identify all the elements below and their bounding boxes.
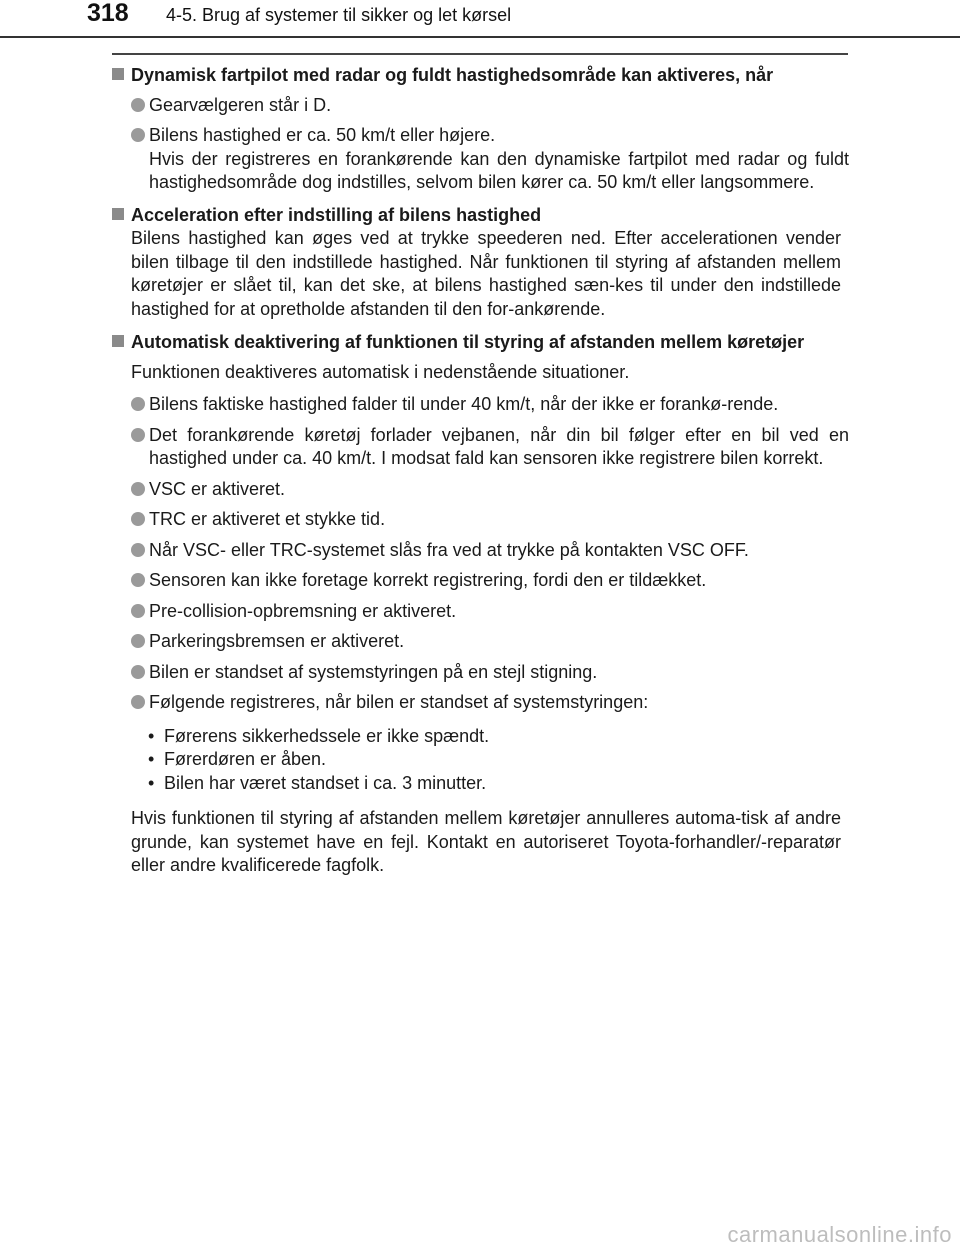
section-marker-icon xyxy=(112,68,124,80)
bullet-icon xyxy=(131,695,145,709)
list-item-text: VSC er aktiveret. xyxy=(149,478,286,499)
watermark: carmanualsonline.info xyxy=(727,1222,952,1247)
bullet-icon xyxy=(131,482,145,496)
list-item xyxy=(131,393,849,417)
bullet-icon xyxy=(131,397,145,411)
sub-list-item-text: Bilen har været standset i ca. 3 minutter. xyxy=(164,772,487,793)
bullet-icon xyxy=(131,634,145,648)
list-item xyxy=(131,124,849,195)
bullet-icon xyxy=(131,128,145,142)
list-item xyxy=(131,539,849,563)
bullet-icon xyxy=(131,543,145,557)
list-item-text: Sensoren kan ikke foretage korrekt registrering, fordi den er tildækket. xyxy=(149,570,707,590)
sub-bullet-icon: • xyxy=(148,772,155,793)
bullet-icon xyxy=(131,573,145,587)
list-item-text: Når VSC- eller TRC-systemet slås fra ved at trykke på kontakten VSC OFF. xyxy=(149,539,749,560)
header-rule xyxy=(0,36,960,38)
sub-list-item xyxy=(131,725,849,749)
sub-list-item xyxy=(131,748,849,772)
bullet-icon xyxy=(131,665,145,679)
list-item xyxy=(131,424,849,471)
section-acceleration xyxy=(111,204,849,322)
sub-list-item xyxy=(131,772,849,796)
list-item xyxy=(131,569,849,593)
section-intro: Funktionen deaktiveres automatisk i nedenstående situationer. xyxy=(131,361,630,382)
sub-list-item-text: Førerdøren er åben. xyxy=(164,749,327,769)
page-header xyxy=(0,0,960,44)
page-content xyxy=(111,64,849,878)
sub-list xyxy=(131,725,849,796)
section-auto-deactivation xyxy=(111,331,849,878)
list-item-text: Parkeringsbremsen er aktiveret. xyxy=(149,631,405,651)
section-activation xyxy=(111,64,849,195)
sub-bullet-icon: • xyxy=(148,725,155,746)
section-marker-icon xyxy=(112,208,124,220)
list-item-text: Følgende registreres, når bilen er standset af systemstyringen: xyxy=(149,692,649,712)
section-title: Dynamisk fartpilot med radar og fuldt hastighedsområde kan aktiveres, når xyxy=(131,65,774,85)
list-item-text: TRC er aktiveret et stykke tid. xyxy=(149,509,386,529)
chapter-title: 4-5. Brug af systemer til sikker og let kørsel xyxy=(166,5,512,25)
section-body: Bilens hastighed kan øges ved at trykke speederen ned. Efter accelerationen vender bilen tilbage til den indstillede hastighed. Når funktionen til styring af afstanden mellem køretøjer er slået til, kan det ske, at bilens hastighed sæn-kes til under den indstillede hastighed for at opretholde afstanden til den for-ankørende. xyxy=(131,228,841,319)
list-item xyxy=(131,661,849,685)
bullet-icon xyxy=(131,604,145,618)
page-number: 318 xyxy=(87,0,129,27)
list-item xyxy=(131,94,849,118)
section-divider xyxy=(112,53,848,55)
list-item xyxy=(131,478,849,502)
list-item-text: Pre-collision-opbremsning er aktiveret. xyxy=(149,600,457,621)
list-item-text: Det forankørende køretøj forlader vejbanen, når din bil følger efter en bil ved en hastighed under ca. 40 km/t. I modsat fald kan sensoren ikke registrere bilen korrekt. xyxy=(149,424,849,468)
list-item-text: Bilen er standset af systemstyringen på en stejl stigning. xyxy=(149,661,598,682)
list-item xyxy=(131,630,849,654)
sub-bullet-icon: • xyxy=(148,749,155,769)
list-item xyxy=(131,508,849,532)
bullet-icon xyxy=(131,98,145,112)
section-title: Automatisk deaktivering af funktionen til styring af afstanden mellem køretøjer xyxy=(131,332,805,352)
bullet-icon xyxy=(131,428,145,442)
section-title: Acceleration efter indstilling af bilens hastighed xyxy=(131,204,542,225)
list-item xyxy=(131,600,849,624)
list-item-text: Bilens faktiske hastighed falder til under 40 km/t, når der ikke er forankø-rende. xyxy=(149,394,779,414)
list-item-text: Gearvælgeren står i D. xyxy=(149,94,332,115)
list-item xyxy=(131,691,849,715)
sub-list-item-text: Førerens sikkerhedssele er ikke spændt. xyxy=(164,725,490,746)
bullet-icon xyxy=(131,512,145,526)
list-item-note: Hvis der registreres en forankørende kan den dynamiske fartpilot med radar og fuldt hastighedsområde dog indstilles, selvom bilen kører ca. 50 km/t eller langsommere. xyxy=(149,148,849,192)
section-marker-icon xyxy=(112,335,124,347)
list-item-text: Bilens hastighed er ca. 50 km/t eller højere. xyxy=(149,125,496,145)
section-outro: Hvis funktionen til styring af afstanden mellem køretøjer annulleres automa-tisk af andre grunde, kan systemet have en fejl. Kontakt en autoriseret Toyota-forhandler/-reparatør eller andre kvalificerede fagfolk. xyxy=(131,808,841,875)
